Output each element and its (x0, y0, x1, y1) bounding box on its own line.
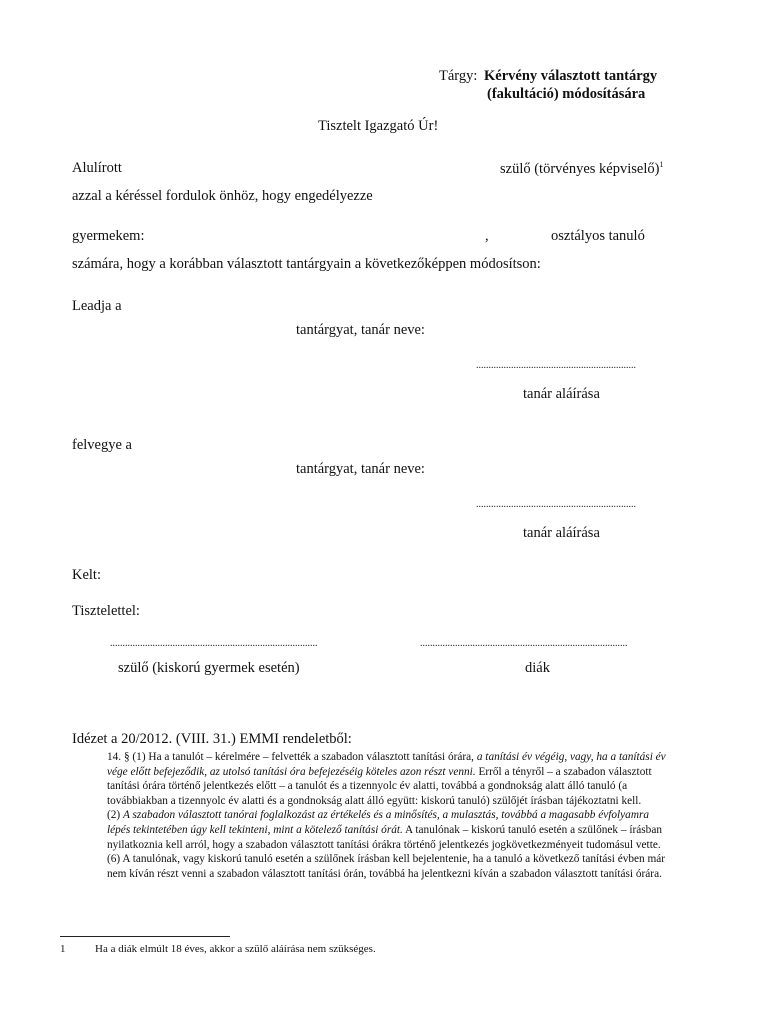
citation-text (107, 750, 667, 881)
regards-label: Tisztelettel: (72, 603, 140, 619)
footnote-number: 1 (60, 943, 66, 955)
footnote-divider (60, 936, 230, 937)
student-signature-line: ................................................................................... (420, 638, 628, 649)
request-line: azzal a kéréssel fordulok önhöz, hogy engedélyezze (72, 188, 373, 204)
parent-signature-line: ................................................................................... (110, 638, 318, 649)
modify-line: számára, hogy a korábban választott tantárgyain a következőképpen módosítson: (72, 256, 541, 272)
footnote-reference: 1 (659, 160, 664, 169)
citation-heading: Idézet a 20/2012. (VIII. 31.) EMMI rendeletből: (72, 731, 352, 747)
citation-paragraph-3: (6) A tanulónak, vagy kiskorú tanuló esetén a szülőnek írásban kell bejelentenie, ha a tanuló a következő tanítási évben már nem kíván részt venni a szabadon választott tanítási órán, továbbá ha jelentkezni kíván a szabadon választott tanítási órára. (107, 853, 666, 880)
footnote-text: Ha a diák elmúlt 18 éves, akkor a szülő aláírása nem szükséges. (95, 943, 376, 955)
drop-subject-teacher-label: tantárgyat, tanár neve: (296, 322, 425, 338)
date-label: Kelt: (72, 567, 101, 583)
subject-title-line2: (fakultáció) módosítására (487, 86, 646, 102)
add-teacher-signature-line: ................................................................ (476, 499, 636, 510)
subject-label: Tárgy: (439, 68, 478, 84)
drop-label: Leadja a (72, 298, 122, 314)
child-label: gyermekem: (72, 228, 145, 244)
citation-paragraph-2: (2) A szabadon választott tanórai foglalkozást az értékelés és a minősítés, a mulasztás, továbbá a magasabb évfolyamra lépés tekintetében úgy kell tekinteni, mint a kötelező tanítási órát. A tanulónak – kiskorú tanuló esetén a szülőnek – írásban nyilatkoznia kell arról, hogy a szabadon választott tanítási órákra történő jelentkezés jogkövetkezményeit tudomásul vette. (107, 809, 662, 851)
drop-teacher-signature-label: tanár aláírása (523, 386, 600, 402)
class-label: osztályos tanuló (551, 228, 645, 244)
add-teacher-signature-label: tanár aláírása (523, 525, 600, 541)
parent-role-label: szülő (törvényes képviselő)$^1$ (500, 160, 664, 177)
drop-teacher-signature-line: ................................................................ (476, 360, 636, 371)
salutation: Tisztelt Igazgató Úr! (318, 118, 439, 134)
subject-title-line1: Kérvény választott tantárgy (484, 68, 658, 84)
citation-paragraph-1: 14. § (1) Ha a tanulót – kérelmére – felvették a szabadon választott tanítási órára, a tanítási év végéig, vagy, ha a tanítási év vége előtt befejeződik, az utolsó tanítási óra befejezéséig köteles azon részt venni. Erről a tényről – a szabadon választott tanítási órára történő jelentkezés előtt – a tanulót és a tizennyolc év alatti, továbbá a gondnokság alatt álló tanuló (a továbbiakban a tizennyolc év alatti és a gondnokság alatt álló együtt: kiskorú tanuló) szülőjét írásban tájékoztatni kell. (107, 751, 666, 807)
comma: , (485, 228, 489, 244)
add-label: felvegye a (72, 437, 132, 453)
student-signature-label: diák (525, 660, 550, 676)
undersigned-label: Alulírott (72, 160, 122, 176)
add-subject-teacher-label: tantárgyat, tanár neve: (296, 461, 425, 477)
parent-signature-label: szülő (kiskorú gyermek esetén) (118, 660, 300, 676)
